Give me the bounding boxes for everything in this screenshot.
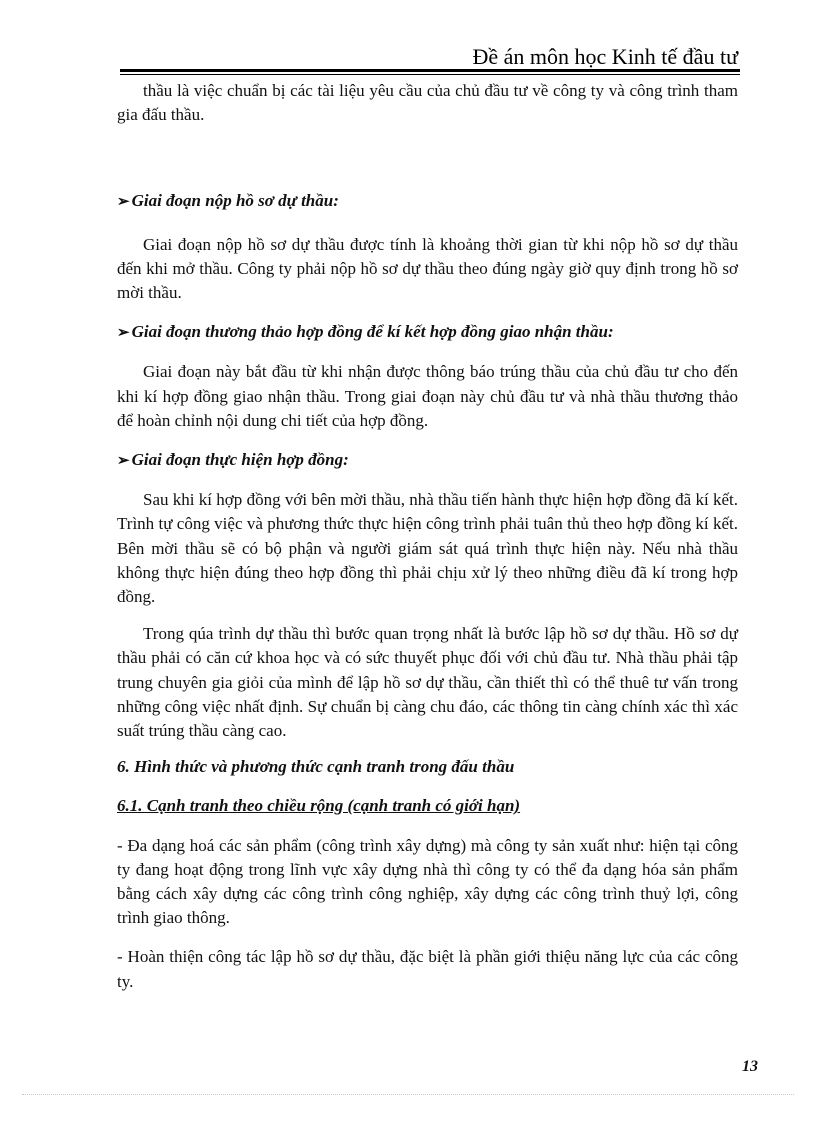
section-heading-negotiation [117,320,738,345]
page-number: 13 [742,1058,758,1075]
heading-text: Giai đoạn thương thảo hợp đồng để kí kết hợp đồng giao nhận thầu: [131,322,614,342]
paragraph-execution: Sau khi kí hợp đồng với bên mời thầu, nhà thầu tiến hành thực hiện hợp đồng đã kí kết. Trình tự công việc và phương thức thực hiện công trình phải tuân thủ theo hợp đồng kí kết. Bên mời thầu sẽ có bộ phận và người giám sát quá trình thực hiện này. Nếu nhà thầu không thực hiện đúng theo hợp đồng thì phải chịu xử lý theo những điều đã kí trong hợp đồng. [117,490,738,607]
arrow-bullet-icon: ➢ [117,194,130,211]
arrow-bullet-icon: ➢ [117,453,130,470]
paragraph-negotiation: Giai đoạn này bắt đầu từ khi nhận được thông báo trúng thầu của chủ đầu tư cho đến khi kí hợp đồng giao nhận thầu. Trong giai đoạn này chủ đầu tư và nhà thầu thương thảo để hoàn chỉnh nội dung chi tiết của hợp đồng. [117,362,738,430]
paragraph-submission: Giai đoạn nộp hồ sơ dự thầu được tính là khoảng thời gian từ khi nộp hồ sơ dự thầu đến khi mở thầu. Công ty phải nộp hồ sơ dự thầu theo đúng ngày giờ quy định trong hồ sơ mời thầu. [117,234,738,303]
section-heading-6-1: 6.1. Cạnh tranh theo chiều rộng (cạnh tranh có giới hạn) [117,796,521,816]
section-heading-6: 6. Hình thức và phương thức cạnh tranh trong đấu thầu [117,757,515,777]
page-bottom-divider [22,1094,794,1095]
section-heading-submission [117,189,738,214]
section-heading-execution [117,448,738,473]
heading-text: Giai đoạn nộp hồ sơ dự thầu: [131,191,339,211]
header-rule-thick [120,69,740,72]
header-rule-thin [120,74,740,75]
body-content [117,79,738,994]
paragraph-diversification: - Đa dạng hoá các sản phẩm (công trình xây dựng) mà công ty sản xuất như: hiện tại công ty đang hoạt động trong lĩnh vực xây dựng nhà thì công ty có thể đa dạng hóa sản phẩm bằng cách xây dựng các công trình công nghiệp, xây dựng các công trình thuỷ lợi, công trình giao thông. [117,835,738,928]
heading-text: Giai đoạn thực hiện hợp đồng: [131,450,349,470]
arrow-bullet-icon: ➢ [117,325,130,342]
paragraph-bid-improvement: - Hoàn thiện công tác lập hồ sơ dự thầu, đặc biệt là phần giới thiệu năng lực của các công ty. [117,947,738,991]
paragraph-bid-preparation: Trong qúa trình dự thầu thì bước quan trọng nhất là bước lập hồ sơ dự thầu. Hồ sơ dự thầu phải có căn cứ khoa học và có sức thuyết phục đối với chủ đầu tư. Nhà thầu phải tập trung chuyên gia giỏi của mình để lập hồ sơ dự thầu, cần thiết thì có thể thuê tư vấn trong những công việc nhất định. Sự chuẩn bị càng chu đáo, các thông tin càng chính xác thì xác suất trúng thầu càng cao. [117,624,738,741]
header-title: Đề án môn học Kinh tế đầu tư [472,44,738,69]
paragraph-continuation: thầu là việc chuẩn bị các tài liệu yêu cầu của chủ đầu tư về công ty và công trình tham gia đấu thầu. [117,81,738,125]
